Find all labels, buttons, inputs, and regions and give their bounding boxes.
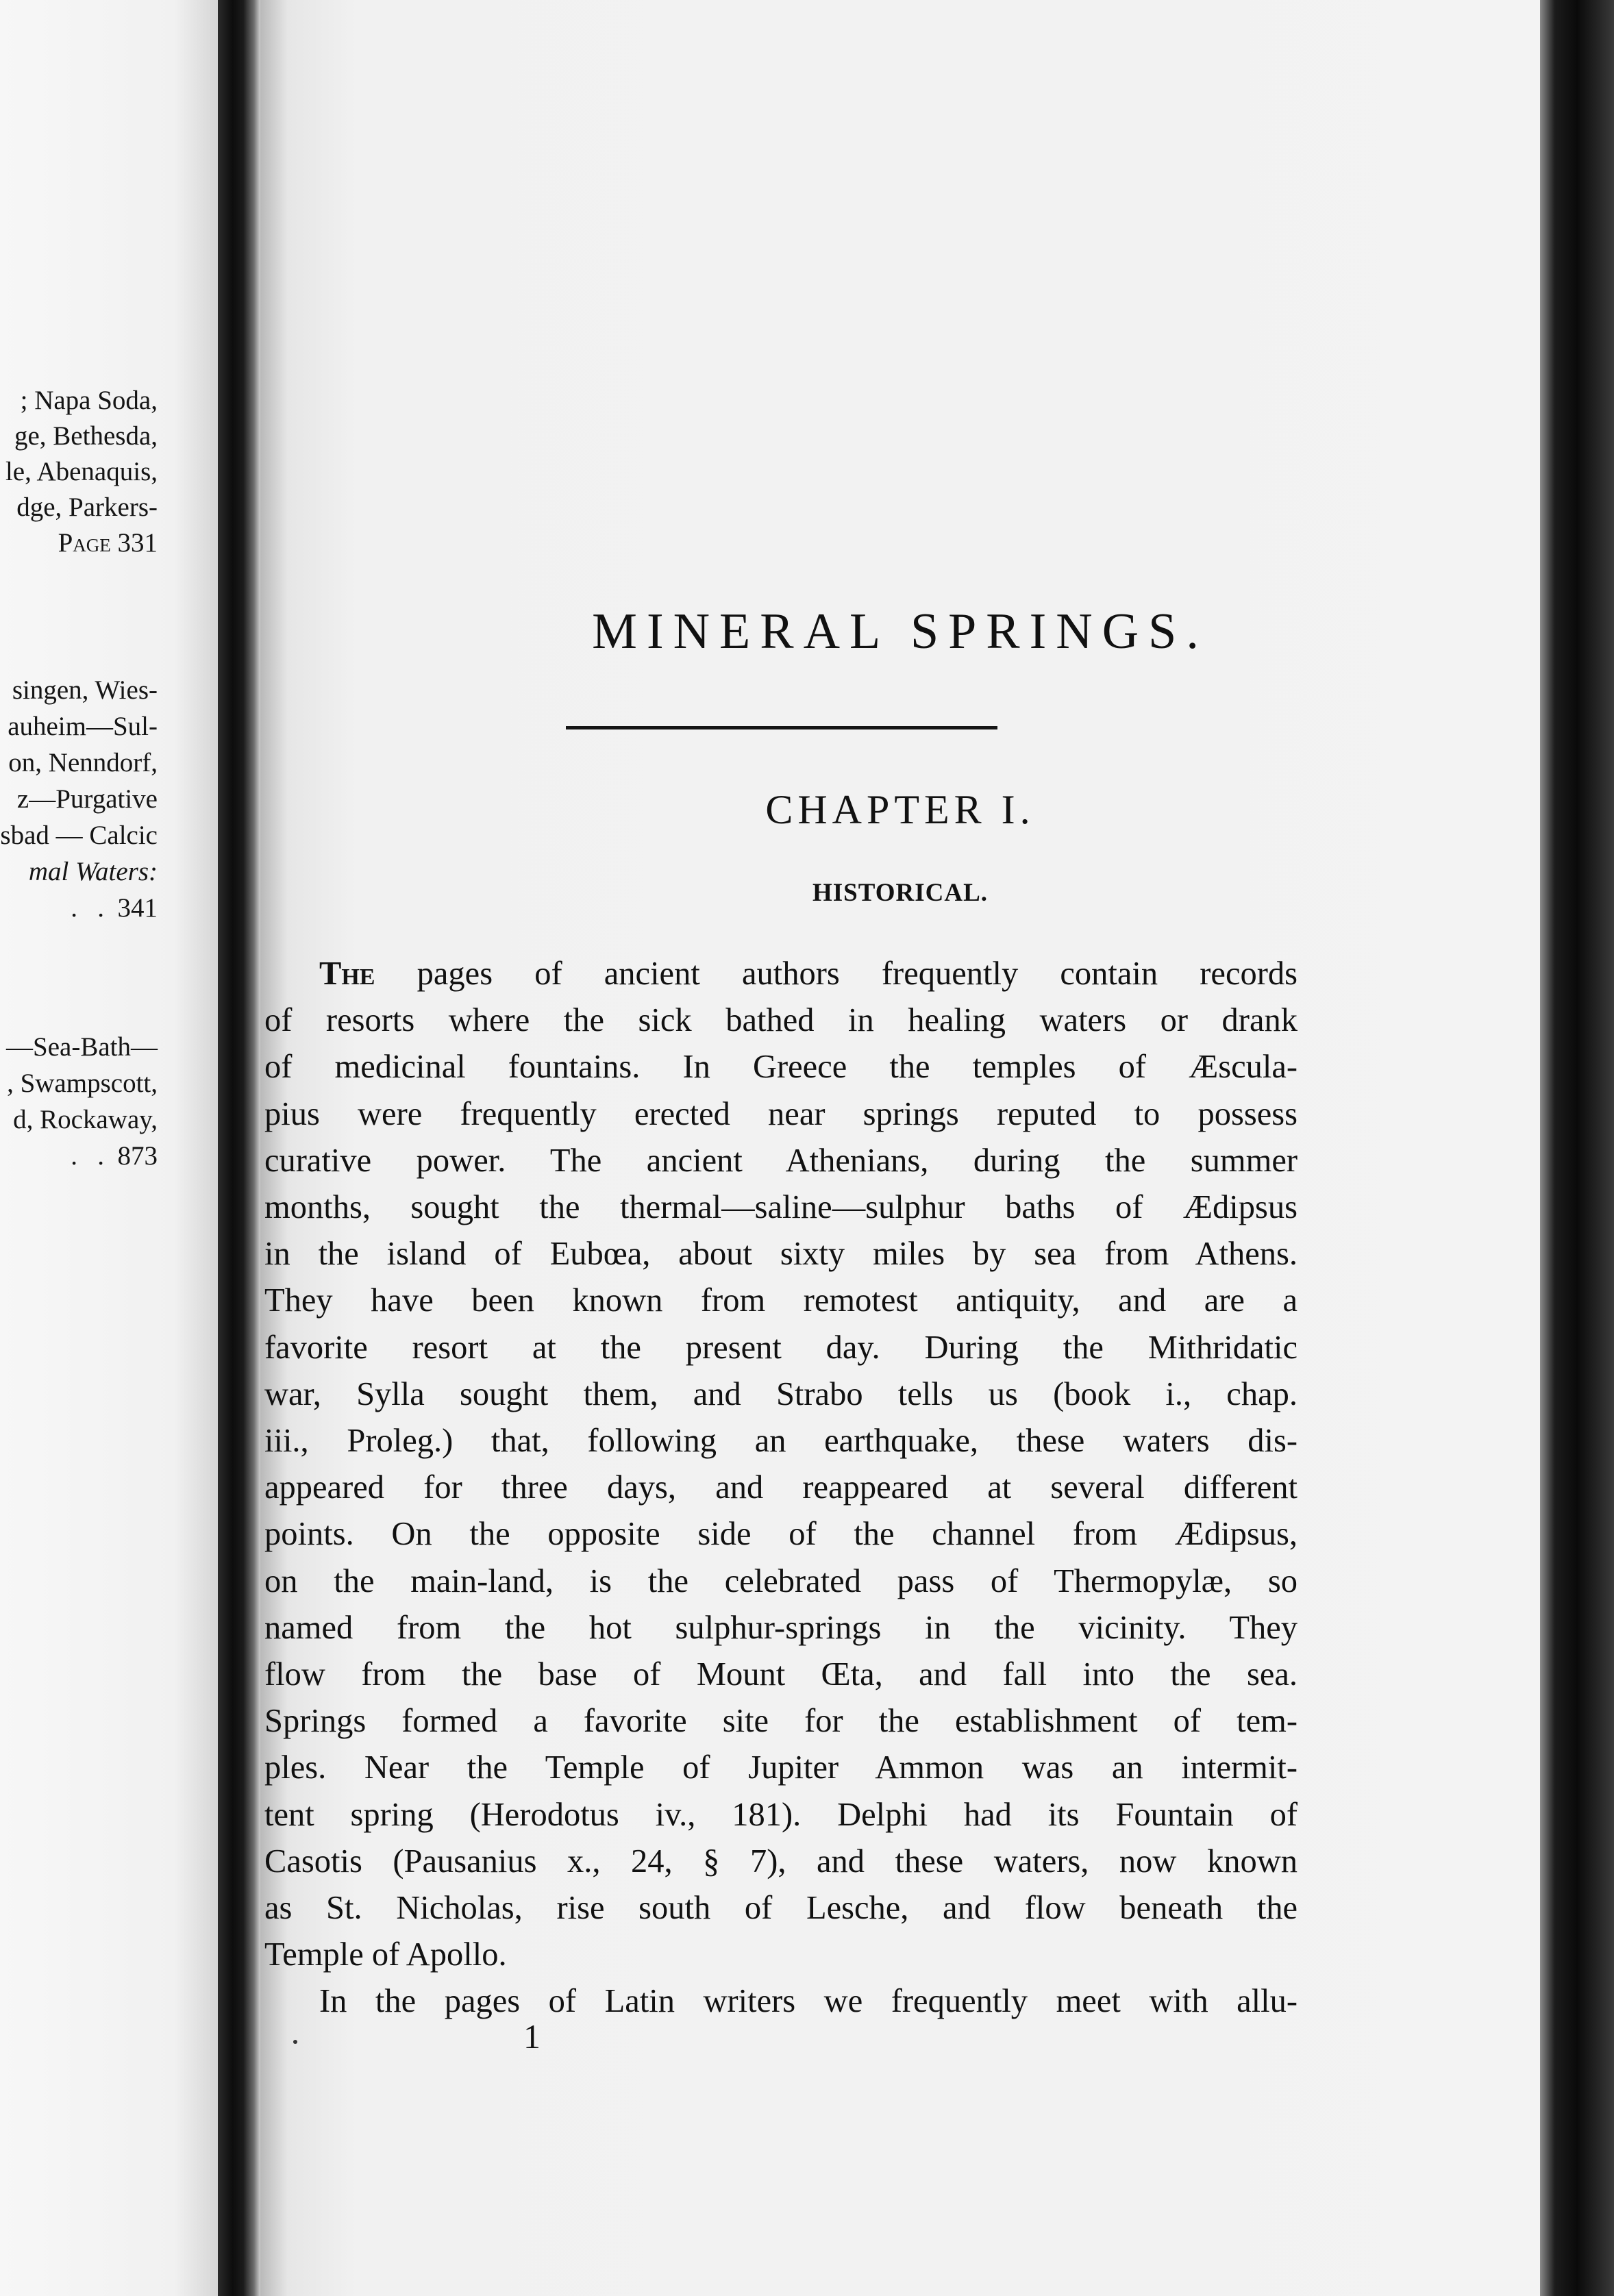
body-line: months, sought the thermal—saline—sulphur baths of Ædipsus <box>264 1189 1298 1225</box>
body-line: war, Sylla sought them, and Strabo tells us (book i., chap. <box>264 1376 1298 1412</box>
left-page-line: ge, Bethesda, <box>14 421 158 451</box>
title-rule <box>566 726 997 729</box>
body-line: as St. Nicholas, rise south of Lesche, and flow beneath the <box>264 1890 1298 1926</box>
chapter-heading: CHAPTER I. <box>765 787 1035 832</box>
body-line: favorite resort at the present day. During the Mithridatic <box>264 1330 1298 1366</box>
section-heading: HISTORICAL. <box>812 879 989 907</box>
left-page-page-ref: Page 331 <box>58 528 158 558</box>
left-page-line: , Swampscott, <box>7 1069 158 1098</box>
book-title: MINERAL SPRINGS. <box>592 603 1208 660</box>
body-line: named from the hot sulphur-springs in the vicinity. They <box>264 1610 1298 1646</box>
body-line: pius were frequently erected near springs reputed to possess <box>264 1096 1298 1132</box>
left-page-line: d, Rockaway, <box>13 1105 158 1134</box>
body-line: iii., Proleg.) that, following an earthquake, these waters dis- <box>264 1423 1298 1459</box>
body-line: on the main-land, is the celebrated pass of Thermopylæ, so <box>264 1563 1298 1599</box>
drop-word: The <box>319 956 375 992</box>
body-line: Temple of Apollo. <box>264 1936 507 1973</box>
left-page-line: le, Abenaquis, <box>5 457 158 486</box>
left-page-line: ; Napa Soda, <box>20 386 158 415</box>
body-line: They have been known from remotest antiquity, and are a <box>264 1282 1298 1319</box>
left-page-line: singen, Wies- <box>12 675 158 705</box>
body-line-text: pages of ancient authors frequently contain records <box>417 956 1298 992</box>
body-line: Springs formed a favorite site for the establishment of tem- <box>264 1703 1298 1739</box>
left-page-line: mal Waters: <box>28 857 158 886</box>
body-line: of resorts where the sick bathed in healing waters or drank <box>264 1002 1298 1038</box>
body-line: points. On the opposite side of the channel from Ædipsus, <box>264 1516 1298 1552</box>
left-page-line: —Sea-Bath— <box>6 1032 158 1062</box>
body-line: In the pages of Latin writers we frequently meet with allu- <box>319 1983 1298 2019</box>
body-line: appeared for three days, and reappeared at several different <box>264 1469 1298 1506</box>
body-line: of medicinal fountains. In Greece the temples of Æscula- <box>264 1049 1298 1085</box>
body-line: in the island of Eubœa, about sixty miles by sea from Athens. <box>264 1236 1298 1272</box>
body-line: ples. Near the Temple of Jupiter Ammon was an intermit- <box>264 1749 1298 1786</box>
left-page-page-ref: . . 873 <box>71 1141 158 1171</box>
body-line: Casotis (Pausanius x., 24, § 7), and these waters, now known <box>264 1843 1298 1880</box>
body-line: curative power. The ancient Athenians, during the summer <box>264 1143 1298 1179</box>
book-gutter <box>218 0 260 2296</box>
left-page-line: sbad — Calcic <box>0 821 158 850</box>
body-line <box>319 951 1298 997</box>
page-number: 1 <box>523 2017 541 2056</box>
left-page-page-ref: . . 341 <box>71 893 158 923</box>
left-page-line: on, Nenndorf, <box>8 748 158 777</box>
body-line: tent spring (Herodotus iv., 181). Delphi had its Fountain of <box>264 1797 1298 1833</box>
left-page-line: auheim—Sul- <box>8 712 158 741</box>
left-page-line: dge, Parkers- <box>16 492 158 522</box>
book-edge <box>1540 0 1614 2296</box>
left-page-fragment <box>0 0 218 2296</box>
scan-speck <box>293 2040 297 2044</box>
body-line: flow from the base of Mount Œta, and fall into the sea. <box>264 1656 1298 1693</box>
left-page-line: z—Purgative <box>16 784 158 814</box>
